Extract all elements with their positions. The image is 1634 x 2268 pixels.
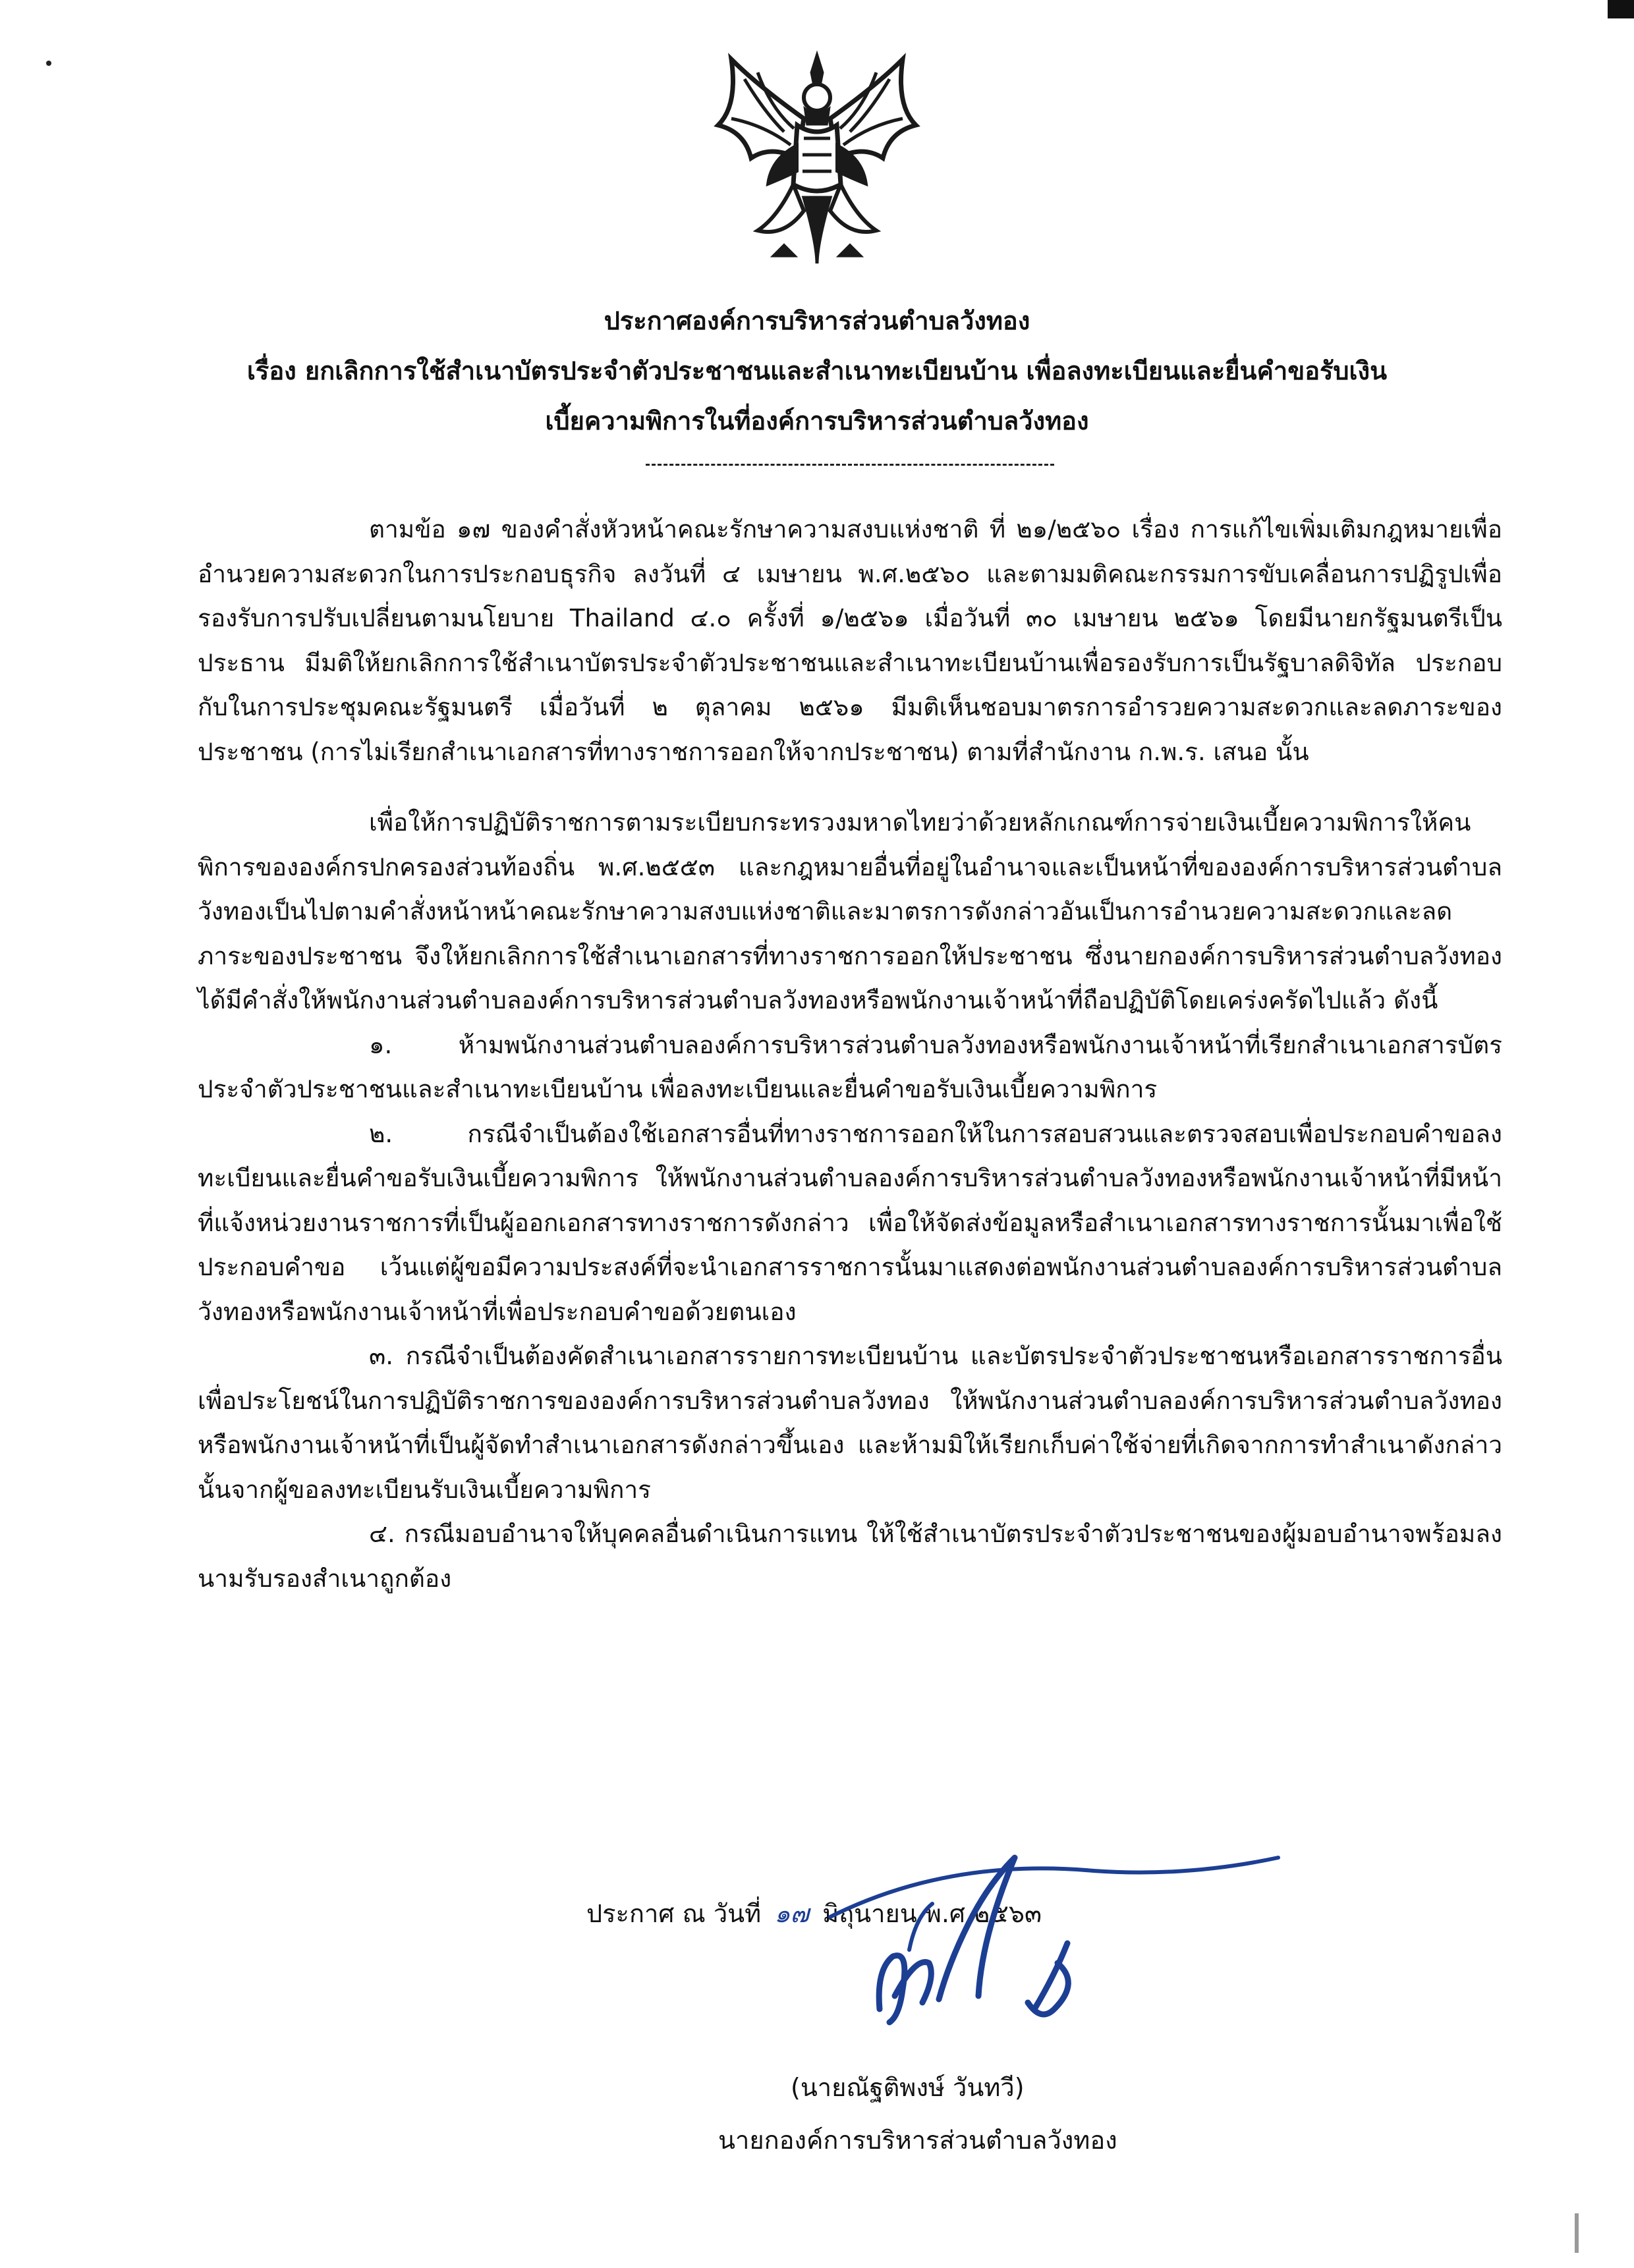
list-item-3: ๓. กรณีจำเป็นต้องคัดสำเนาเอกสารรายการทะเบียนบ้าน และบัตรประจำตัวประชาชนหรือเอกสารราชการอื่นเพื่อประโยชน์ในการปฏิบัติราชการขององค์การบริหารส่วนตำบลวังทอง ให้พนักงานส่วนตำบลองค์การบริหารส่วนตำบลวังทองหรือพนักงานเจ้าหน้าที่เป็นผู้จัดทำสำเนาเอกสารดังกล่าวขึ้นเอง และห้ามมิให้เรียกเก็บค่าใช้จ่ายที่เกิดจากการทำสำเนาดังกล่าวนั้นจากผู้ขอลงทะเบียนรับเงินเบี้ยความพิการ — [198, 1342, 1502, 1504]
announce-day: ๑๗ — [774, 1899, 809, 1928]
announce-month-year: มิถุนายน พ.ศ.๒๕๖๓ — [822, 1899, 1042, 1928]
announce-prefix: ประกาศ ณ วันที่ — [586, 1899, 762, 1928]
paragraph-purpose: เพื่อให้การปฏิบัติราชการตามระเบียบกระทรวงมหาดไทยว่าด้วยหลักเกณฑ์การจ่ายเงินเบี้ยความพิการให้คนพิการขององค์กรปกครองส่วนท้องถิ่น พ.ศ.๒๕๕๓ และกฎหมายอื่นที่อยู่ในอำนาจและเป็นหน้าที่ขององค์การบริหารส่วนตำบลวังทองเป็นไปตามคำสั่งหน้าหน้าคณะรักษาความสงบแห่งชาติและมาตรการดังกล่าวอันเป็นการอำนวยความสะดวกและลดภาระของประชาชน จึงให้ยกเลิกการใช้สำเนาเอกสารที่ทางราชการออกให้ประชาชน ซึ่งนายกองค์การบริหารส่วนตำบลวังทอง ได้มีคำสั่งให้พนักงานส่วนตำบลองค์การบริหารส่วนตำบลวังทองหรือพนักงานเจ้าหน้าที่ถือปฏิบัติโดยเคร่งครัดไปแล้ว ดังนี้ — [198, 808, 1502, 1014]
scan-edge-mark — [1608, 0, 1634, 18]
signer-position: นายกองค์การบริหารส่วนตำบลวังทอง — [718, 2126, 1117, 2155]
list-item-4: ๔. กรณีมอบอำนาจให้บุคคลอื่นดำเนินการแทน ให้ใช้สำเนาบัตรประจำตัวประชาชนของผู้มอบอำนาจพร้อมลงนามรับรองสำเนาถูกต้อง — [198, 1520, 1502, 1593]
handwritten-signature-icon — [817, 1844, 1291, 2062]
list-item-2: ๒. กรณีจำเป็นต้องใช้เอกสารอื่นที่ทางราชการออกให้ในการสอบสวนและตรวจสอบเพื่อประกอบคำขอลงทะเบียนและยื่นคำขอรับเงินเบี้ยความพิการ ให้พนักงานส่วนตำบลองค์การบริหารส่วนตำบลวังทองหรือพนักงานเจ้าหน้าที่มีหน้าที่แจ้งหน่วยงานราชการที่เป็นผู้ออกเอกสารทางราชการดังกล่าว เพื่อให้จัดส่งข้อมูลหรือสำเนาเอกสารทางราชการนั้นมาเพื่อใช้ประกอบคำขอ เว้นแต่ผู้ขอมีความประสงค์ที่จะนำเอกสารราชการนั้นมาแสดงต่อพนักงานส่วนตำบลองค์การบริหารส่วนตำบลวังทองหรือพนักงานเจ้าหน้าที่เพื่อประกอบคำขอด้วยตนเอง — [198, 1119, 1502, 1326]
garuda-emblem-icon — [705, 46, 929, 270]
scan-speck — [46, 61, 51, 66]
announcement-title: ประกาศองค์การบริหารส่วนตำบลวังทอง — [604, 306, 1030, 335]
list-item-1: ๑. ห้ามพนักงานส่วนตำบลองค์การบริหารส่วนตำบลวังทองหรือพนักงานเจ้าหน้าที่เรียกสำเนาเอกสารบัตรประจำตัวประชาชนและสำเนาทะเบียนบ้าน เพื่อลงทะเบียนและยื่นคำขอรับเงินเบี้ยความพิการ — [198, 1030, 1502, 1103]
paragraph-background: ตามข้อ ๑๗ ของคำสั่งหัวหน้าคณะรักษาความสงบแห่งชาติ ที่ ๒๑/๒๕๖๐ เรื่อง การแก้ไขเพิ่มเติมกฎหมายเพื่ออำนวยความสะดวกในการประกอบธุรกิจ ลงวันที่ ๔ เมษายน พ.ศ.๒๕๖๐ และตามมติคณะกรรมการขับเคลื่อนการปฏิรูปเพื่อรองรับการปรับเปลี่ยนตามนโยบาย Thailand ๔.๐ ครั้งที่ ๑/๒๕๖๑ เมื่อวันที่ ๓๐ เมษายน ๒๕๖๑ โดยมีนายกรัฐมนตรีเป็นประธาน มีมติให้ยกเลิกการใช้สำเนาบัตรประจำตัวประชาชนและสำเนาทะเบียนบ้านเพื่อรองรับการเป็นรัฐบาลดิจิทัล ประกอบกับในการประชุมคณะรัฐมนตรี เมื่อวันที่ ๒ ตุลาคม ๒๕๖๑ มีมติเห็นชอบมาตรการอำรวยความสะดวกและลดภาระของประชาชน (การไม่เรียกสำเนาเอกสารที่ทางราชการออกให้จากประชาชน) ตามที่สำนักงาน ก.พ.ร. เสนอ นั้น — [198, 515, 1502, 766]
announcement-subject-cont: เบี้ยความพิการในที่องค์การบริหารส่วนตำบลวังทอง — [545, 406, 1089, 435]
scan-edge-mark — [1575, 2213, 1579, 2253]
announcement-body — [198, 507, 1502, 1601]
title-divider — [646, 464, 1054, 466]
signer-name: (นายณัฐติพงษ์ วันทวี) — [791, 2073, 1025, 2102]
announcement-subject: เรื่อง ยกเลิกการใช้สำเนาบัตรประจำตัวประชาชนและสำเนาทะเบียนบ้าน เพื่อลงทะเบียนและยื่นคำขอรับเงิน — [246, 356, 1388, 385]
